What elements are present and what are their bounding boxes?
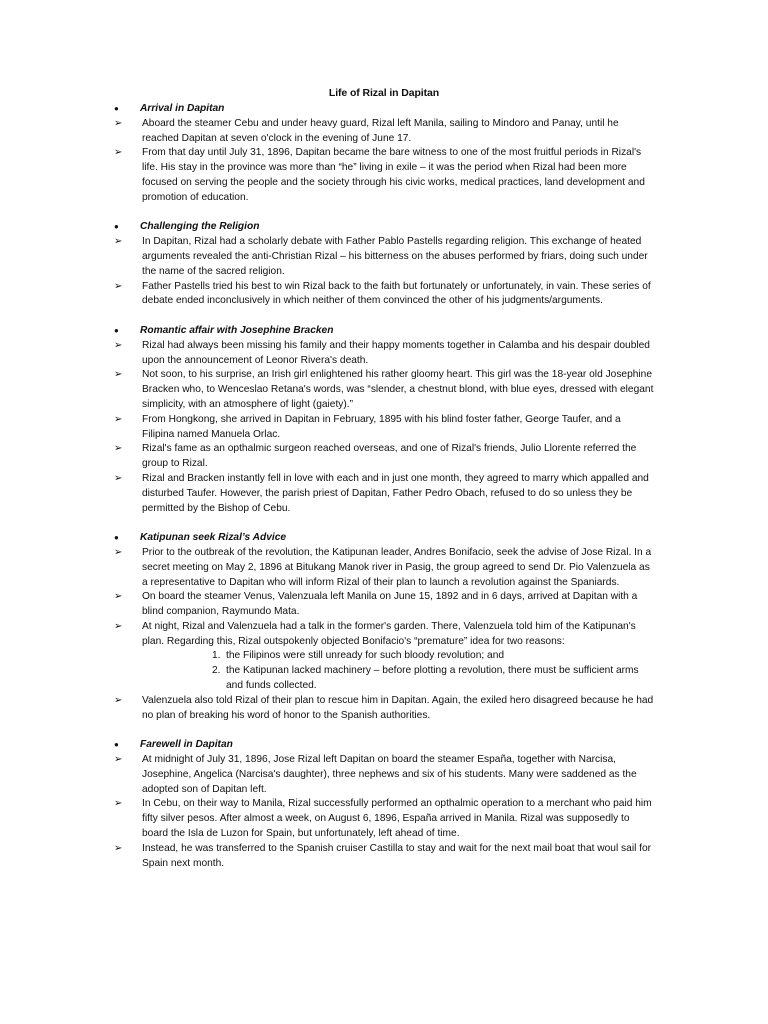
section-heading: ● Arrival in Dapitan xyxy=(114,102,654,117)
arrow-bullet-icon: ➢ xyxy=(114,694,123,706)
document-title: Life of Rizal in Dapitan xyxy=(328,87,440,99)
arrow-bullet-icon: ➢ xyxy=(114,117,123,129)
section-arrival xyxy=(114,102,654,206)
section-heading: ● Farewell in Dapitan xyxy=(114,738,654,753)
arrow-bullet-icon: ➢ xyxy=(114,413,123,425)
arrow-bullet-icon: ➢ xyxy=(114,236,123,248)
list-item: ➢ Rizal and Bracken instantly fell in love with each and in just one month, they agreed to marry which appalled and disturbed Taufer. However, the parish priest of Dapitan, Father Pedro Obach, refused to do so unless they be permitted by the Bishop of Cebu. xyxy=(114,472,654,516)
section-religion xyxy=(114,220,654,309)
section-katipunan xyxy=(114,531,654,723)
section-heading: ● Katipunan seek Rizal’s Advice xyxy=(114,531,654,546)
document-body xyxy=(114,102,654,886)
arrow-bullet-icon: ➢ xyxy=(114,443,123,455)
arrow-bullet-icon: ➢ xyxy=(114,591,123,603)
numbered-reason: 1. the Filipinos were still unready for such bloody revolution; and xyxy=(212,650,505,662)
list-item: ➢ Rizal's fame as an opthalmic surgeon reached overseas, and one of Rizal's friends, Julio Llorente referred the group to Rizal. xyxy=(114,442,654,472)
arrow-bullet-icon: ➢ xyxy=(114,754,123,766)
list-item: ➢ In Cebu, on their way to Manila, Rizal successfully performed an opthalmic operation to a merchant who paid him fifty silver pesos. After almost a week, on August 6, 1896, España arrived in Manila. Rizal was supposedly to board the Isla de Luzon for Spain, but unfortunately, left ahead of time. xyxy=(114,797,654,841)
numbered-reason: 2. the Katipunan lacked machinery – before plotting a revolution, there must be sufficient arms and funds collected. xyxy=(212,665,639,692)
list-item: ➢ Prior to the outbreak of the revolution, the Katipunan leader, Andres Bonifacio, seek the advise of Jose Rizal. In a secret meeting on May 2, 1896 at Bitukang Manok river in Pasig, the group agreed to send Dr. Pio Valenzuela as a representative to Dapitan who will inform Rizal of their plan to launch a revolution against the Spaniards. xyxy=(114,546,654,590)
arrow-bullet-icon: ➢ xyxy=(114,546,123,558)
arrow-bullet-icon: ➢ xyxy=(114,147,123,159)
arrow-bullet-icon: ➢ xyxy=(114,280,123,292)
section-heading: ● Challenging the Religion xyxy=(114,220,654,235)
section-farewell xyxy=(114,738,654,871)
list-item: ➢ On board the steamer Venus, Valenzuala left Manila on June 15, 1892 and in 6 days, arrived at Dapitan with a blind companion, Raymundo Mata. xyxy=(114,590,654,620)
arrow-bullet-icon: ➢ xyxy=(114,620,123,632)
bullet-icon: ● xyxy=(114,740,119,750)
bullet-icon: ● xyxy=(114,533,119,543)
arrow-bullet-icon: ➢ xyxy=(114,842,123,854)
list-item: ➢ Rizal had always been missing his family and their happy moments together in Calamba and his despair doubled upon the announcement of Leonor Rivera's death. xyxy=(114,339,654,369)
section-heading: ● Romantic affair with Josephine Bracken xyxy=(114,324,654,339)
list-item: ➢ At midnight of July 31, 1896, Jose Rizal left Dapitan on board the steamer España, together with Narcisa, Josephine, Angelica (Narcisa's daughter), three nephews and six of his students. Many were saddened as the adopted son of Dapitan left. xyxy=(114,753,654,797)
arrow-bullet-icon: ➢ xyxy=(114,339,123,351)
list-item: ➢ Not soon, to his surprise, an Irish girl enlightened his rather gloomy heart. This girl was the 18-year old Josephine Bracken who, to Wenceslao Retana's words, was “slender, a chestnut blond, with blue eyes, dressed with elegant simplicity, with an atmosphere of light (gaiety).” xyxy=(114,368,654,412)
list-item: ➢ Instead, he was transferred to the Spanish cruiser Castilla to stay and wait for the next mail boat that woul sail for Spain next month. xyxy=(114,842,654,872)
arrow-bullet-icon: ➢ xyxy=(114,472,123,484)
list-item: ➢ In Dapitan, Rizal had a scholarly debate with Father Pablo Pastells regarding religion. This exchange of heated arguments revealed the anti-Christian Rizal – his bitterness on the abuses performed by friars, doing such under the name of the sacred religion. xyxy=(114,235,654,279)
list-item: ➢ Valenzuela also told Rizal of their plan to rescue him in Dapitan. Again, the exiled hero disagreed because he had no plan of breaking his word of honor to the Spanish authorities. xyxy=(114,694,654,724)
arrow-bullet-icon: ➢ xyxy=(114,798,123,810)
bullet-icon: ● xyxy=(114,325,119,335)
bullet-icon: ● xyxy=(114,222,119,232)
arrow-bullet-icon: ➢ xyxy=(114,369,123,381)
section-romance xyxy=(114,324,654,516)
bullet-icon: ● xyxy=(114,104,119,113)
list-item: ➢ Aboard the steamer Cebu and under heavy guard, Rizal left Manila, sailing to Mindoro and Panay, until he reached Dapitan at seven o'clock in the evening of June 17. xyxy=(114,117,654,147)
list-item: ➢ Father Pastells tried his best to win Rizal back to the faith but fortunately or unfortunately, in vain. These series of debate ended inconclusively in which neither of them convinced the other of his judgments/arguments. xyxy=(114,280,654,310)
list-item: ➢ From Hongkong, she arrived in Dapitan in February, 1895 with his blind foster father, George Taufer, and a Filipina named Manuela Orlac. xyxy=(114,413,654,443)
list-item: ➢ From that day until July 31, 1896, Dapitan became the bare witness to one of the most fruitful periods in Rizal's life. His stay in the province was more than “he” living in exile – it was the period when Rizal had been more focused on serving the people and the society through his civic works, medical practices, land development and promotion of education. xyxy=(114,146,654,205)
list-item: ➢ At night, Rizal and Valenzuela had a talk in the former's garden. There, Valenzuela told him of the Katipunan's plan. Regarding this, Rizal outspokenly objected Bonifacio's “premature” idea for two reasons: xyxy=(114,620,654,650)
